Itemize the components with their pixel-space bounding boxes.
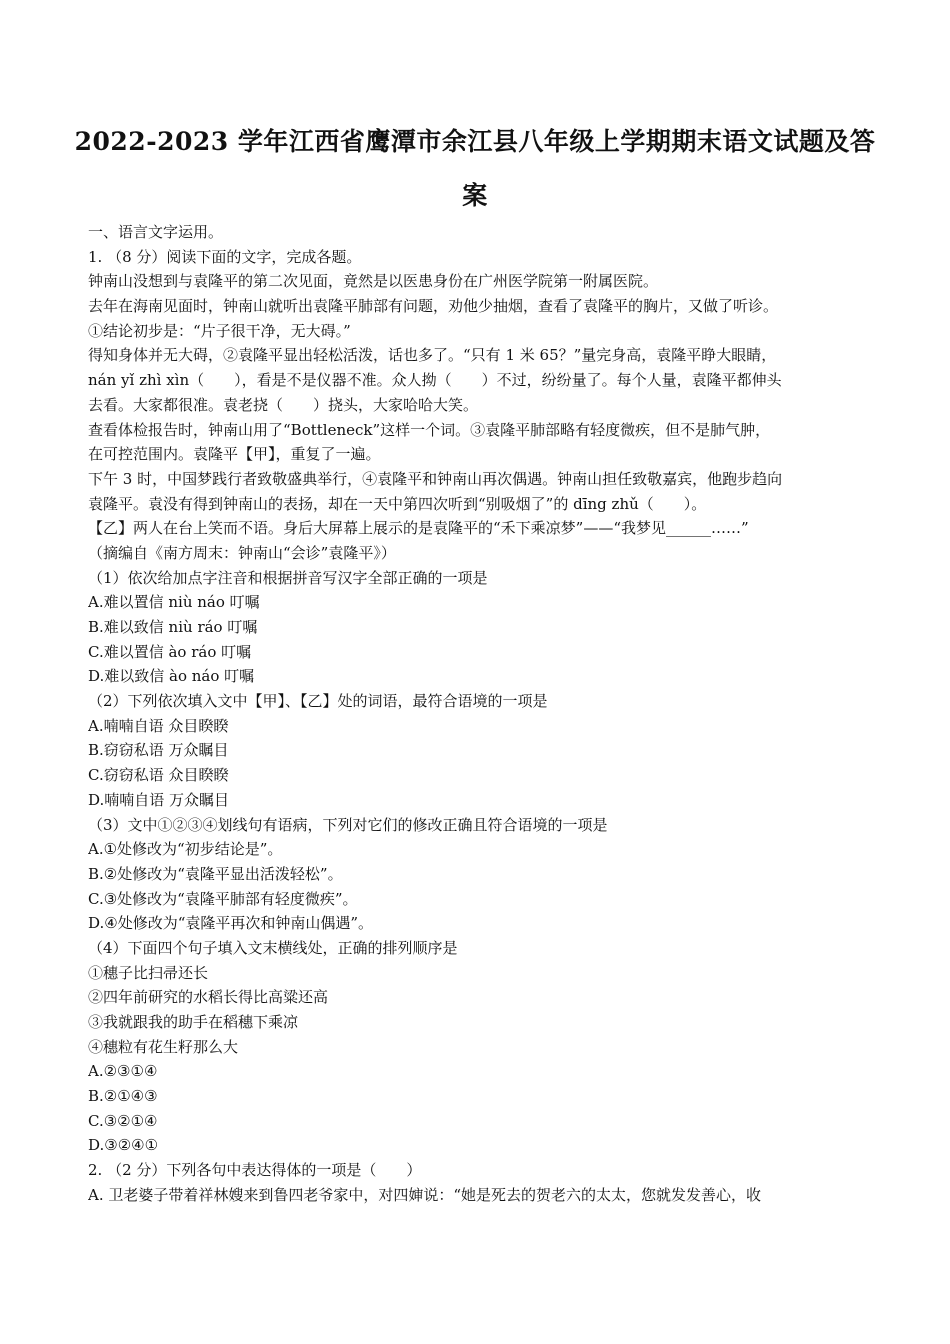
option-a: A.难以置信 niù náo 叮嘱 (88, 593, 260, 612)
option-c: C.难以置信 ào ráo 叮嘱 (88, 642, 252, 661)
option-d: D.难以致信 ào náo 叮嘱 (88, 667, 255, 686)
option-a: A.①处修改为“初步结论是”。 (88, 840, 283, 859)
sentence-item: ④穗粒有花生籽那么大 (88, 1037, 239, 1056)
option-b: B.②处修改为“袁隆平显出活泼轻松”。 (88, 864, 343, 883)
passage-line: nán yǐ zhì xìn（ ），看是不是仪器不准。众人拗（ ）不过，纷纷量了。每个人量，袁隆平都伸头 (88, 371, 782, 390)
sub-question-1: （1）依次给加点字注音和根据拼音写汉字全部正确的一项是 (88, 568, 488, 587)
option-a: A.喃喃自语 众目睽睽 (88, 716, 229, 735)
document-title-line-1: 2022-2023 学年江西省鹰潭市余江县八年级上学期期末语文试题及答 (74, 127, 876, 156)
option-d: D.④处修改为“袁隆平再次和钟南山偶遇”。 (88, 914, 374, 933)
option-c: C.③②①④ (88, 1111, 158, 1130)
question-1-heading: 1. （8 分）阅读下面的文字，完成各题。 (88, 247, 362, 266)
passage-line: 钟南山没想到与袁隆平的第二次见面，竟然是以医患身份在广州医学院第一附属医院。 (88, 272, 659, 291)
sentence-item: ③我就跟我的助手在稻穗下乘凉 (88, 1013, 299, 1031)
question-2-heading: 2. （2 分）下列各句中表达得体的一项是（ ） (88, 1161, 422, 1180)
passage-line: 去看。大家都很准。袁老挠（ ）挠头，大家哈哈大笑。 (88, 395, 479, 414)
sub-question-2: （2）下列依次填入文中【甲】、【乙】处的词语，最符合语境的一项是 (88, 692, 548, 711)
sub-question-4: （4）下面四个句子填入文末横线处，正确的排列顺序是 (88, 938, 458, 957)
option-d: D.喃喃自语 万众瞩目 (88, 790, 230, 809)
option-a: A. 卫老婆子带着祥林嫂来到鲁四老爷家中，对四婶说：“她是死去的贺老六的太太，您就发发善心，收 (88, 1185, 762, 1204)
option-c: C.窃窃私语 众目睽睽 (88, 766, 229, 785)
document-body (88, 220, 878, 1208)
passage-line: ①结论初步是：“片子很干净，无大碍。” (88, 321, 351, 340)
passage-source: （摘编自《南方周末：钟南山“会诊”袁隆平》） (88, 543, 396, 562)
option-c: C.③处修改为“袁隆平肺部有轻度微疾”。 (88, 889, 358, 908)
option-b: B.难以致信 niù ráo 叮嘱 (88, 618, 258, 636)
option-a: A.②③①④ (88, 1062, 158, 1081)
option-b: B.②①④③ (88, 1087, 158, 1106)
passage-line: 去年在海南见面时，钟南山就听出袁隆平肺部有问题，劝他少抽烟，查看了袁隆平的胸片，又做了听诊。 (88, 297, 779, 316)
passage-line: 下午 3 时，中国梦践行者致敬盛典举行，④袁隆平和钟南山再次偶遇。钟南山担任致敬嘉宾，他跑步趋向 (88, 469, 783, 488)
passage-line: 查看体检报告时，钟南山用了“Bottleneck”这样一个词。③袁隆平肺部略有轻度微疾，但不是肺气肿， (88, 420, 771, 439)
passage-line: 得知身体并无大碍，②袁隆平显出轻松活泼，话也多了。“只有 1 米 65？”量完身高，袁隆平睁大眼睛， (88, 346, 777, 365)
sentence-item: ②四年前研究的水稻长得比高粱还高 (88, 988, 329, 1007)
document-title-line-2: 案 (462, 181, 488, 210)
passage-line: 【乙】两人在台上笑而不语。身后大屏幕上展示的是袁隆平的“禾下乘凉梦”——“我梦见______……” (88, 519, 749, 538)
option-b: B.窃窃私语 万众瞩目 (88, 741, 229, 760)
passage-line: 袁隆平。袁没有得到钟南山的表扬，却在一天中第四次听到“别吸烟了”的 dīng zhǔ（ ）。 (88, 494, 707, 513)
sentence-item: ①穗子比扫帚还长 (88, 963, 209, 982)
section-heading: 一、语言文字运用。 (88, 223, 224, 241)
option-d: D.③②④① (88, 1136, 159, 1155)
sub-question-3: （3）文中①②③④划线句有语病，下列对它们的修改正确且符合语境的一项是 (88, 815, 608, 834)
passage-line: 在可控范围内。袁隆平【甲】，重复了一遍。 (88, 445, 381, 464)
